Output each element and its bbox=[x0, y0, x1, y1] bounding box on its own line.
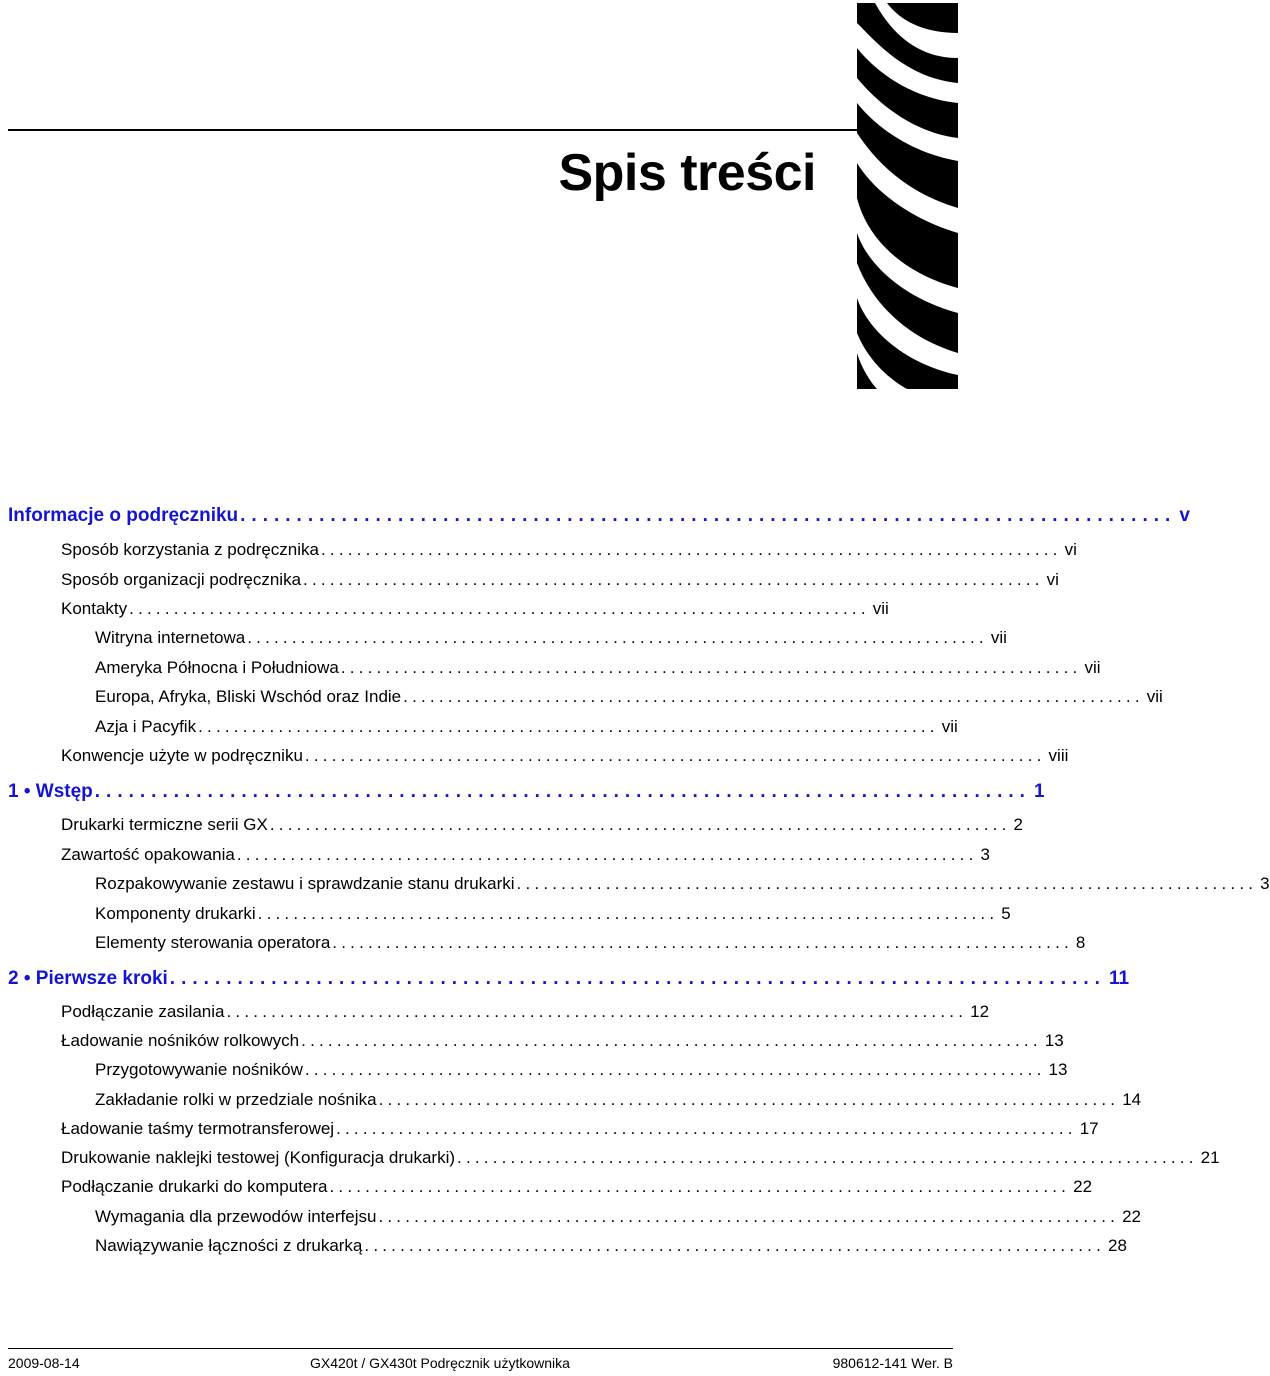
toc-dot-leader: ................................................................................... bbox=[378, 1090, 1120, 1109]
toc-entry[interactable] bbox=[0, 570, 1059, 598]
toc-entry-label: Nawiązywanie łączności z drukarką bbox=[95, 1236, 363, 1255]
toc-entry-label: Przygotowywanie nośników bbox=[95, 1060, 303, 1079]
zebra-stripes-logo bbox=[857, 3, 958, 389]
toc-entry[interactable] bbox=[0, 599, 960, 627]
toc-dot-leader: ................................................................................... bbox=[236, 845, 978, 864]
toc-entry[interactable] bbox=[0, 904, 1011, 932]
footer-rule bbox=[8, 1348, 953, 1349]
toc-dot-leader: ................................................................................... bbox=[257, 904, 999, 923]
toc-entry[interactable] bbox=[0, 1031, 1064, 1059]
toc-page-number: 22 bbox=[1122, 1207, 1141, 1226]
toc-page-number: vii bbox=[990, 628, 1007, 647]
toc-page-number: vii bbox=[872, 599, 889, 618]
toc-dot-leader: ................................................................................... bbox=[403, 687, 1144, 706]
toc-entry[interactable] bbox=[0, 746, 1069, 774]
toc-dot-leader: ................................................................................... bbox=[303, 570, 1044, 589]
toc-entry-label: Sposób organizacji podręcznika bbox=[61, 570, 302, 589]
toc-page-number: 2 bbox=[1013, 815, 1023, 834]
toc-entry-label: Elementy sterowania operatora bbox=[95, 933, 331, 952]
toc-page-number: 1 bbox=[1033, 781, 1045, 802]
toc-page-number: v bbox=[1179, 505, 1190, 526]
toc-dot-leader: ................................................................................... bbox=[320, 540, 1062, 559]
toc-page-number: 12 bbox=[970, 1002, 990, 1021]
toc-dot-leader: ................................................................................... bbox=[340, 658, 1082, 677]
toc-dot-leader: ................................................................................... bbox=[94, 781, 1031, 802]
toc-dot-leader: ................................................................................... bbox=[329, 1177, 1071, 1196]
page-title: Spis treści bbox=[558, 144, 816, 202]
toc-entry[interactable] bbox=[0, 845, 990, 873]
toc-dot-leader: ................................................................................... bbox=[332, 933, 1073, 952]
toc-entry[interactable] bbox=[0, 1060, 1068, 1088]
toc-page-number: 5 bbox=[1001, 904, 1011, 923]
toc-entry[interactable] bbox=[0, 1236, 1127, 1264]
toc-entry-label: Podłączanie zasilania bbox=[61, 1002, 225, 1021]
toc-dot-leader: ................................................................................... bbox=[516, 874, 1258, 893]
toc-entry-label: Witryna internetowa bbox=[95, 628, 246, 647]
toc-chapter-entry[interactable] bbox=[0, 968, 1130, 996]
toc-dot-leader: ................................................................................... bbox=[364, 1236, 1106, 1255]
toc-entry-label: Kontakty bbox=[61, 599, 128, 618]
toc-page-number: vii bbox=[941, 717, 958, 736]
toc-page-number: viii bbox=[1048, 746, 1069, 765]
header-rule bbox=[8, 129, 857, 131]
toc-entry-label: Sposób korzystania z podręcznika bbox=[61, 540, 319, 559]
toc-page-number: 3 bbox=[980, 845, 990, 864]
toc-entry[interactable] bbox=[0, 1177, 1093, 1205]
toc-entry[interactable] bbox=[0, 540, 1077, 568]
toc-entry-label: 1 • Wstęp bbox=[8, 781, 93, 802]
toc-dot-leader: ................................................................................... bbox=[198, 717, 939, 736]
toc-dot-leader: ................................................................................... bbox=[457, 1148, 1198, 1167]
toc-entry[interactable] bbox=[0, 628, 1007, 656]
toc-page-number: 11 bbox=[1108, 968, 1130, 989]
toc-page-number: 13 bbox=[1048, 1060, 1068, 1079]
footer-manual-title: GX420t / GX430t Podręcznik użytkownika bbox=[310, 1355, 570, 1371]
footer-doc-id: 980612-141 Wer. B bbox=[832, 1355, 953, 1371]
toc-entry[interactable] bbox=[0, 717, 960, 745]
toc-page-number: vii bbox=[1084, 658, 1101, 677]
toc-entry[interactable] bbox=[0, 1119, 1099, 1147]
toc-dot-leader: ................................................................................... bbox=[129, 599, 870, 618]
toc-page-number: 21 bbox=[1200, 1148, 1220, 1167]
toc-entry-label: Azja i Pacyfik bbox=[95, 717, 197, 736]
toc-dot-leader: ................................................................................... bbox=[240, 505, 1177, 526]
toc-entry-label: Ameryka Północna i Południowa bbox=[95, 658, 339, 677]
toc-entry[interactable] bbox=[0, 874, 1270, 902]
toc-page-number: vi bbox=[1046, 570, 1059, 589]
toc-dot-leader: ................................................................................... bbox=[269, 815, 1011, 834]
toc-dot-leader: ................................................................................... bbox=[304, 1060, 1046, 1079]
toc-page-number: 28 bbox=[1108, 1236, 1127, 1255]
toc-page-number: 22 bbox=[1073, 1177, 1093, 1196]
toc-entry-label: Konwencje użyte w podręczniku bbox=[61, 746, 303, 765]
toc-entry-label: Drukarki termiczne serii GX bbox=[61, 815, 268, 834]
toc-entry-label: Rozpakowywanie zestawu i sprawdzanie stanu drukarki bbox=[95, 874, 515, 893]
toc-page-number: 3 bbox=[1260, 874, 1270, 893]
toc-entry-label: Ładowanie taśmy termotransferowej bbox=[61, 1119, 335, 1138]
toc-page-number: 13 bbox=[1044, 1031, 1064, 1050]
toc-entry-label: Podłączanie drukarki do komputera bbox=[61, 1177, 328, 1196]
toc-entry-label: Drukowanie naklejki testowej (Konfiguracja drukarki) bbox=[61, 1148, 456, 1167]
toc-dot-leader: ................................................................................... bbox=[378, 1207, 1120, 1226]
toc-chapter-entry[interactable] bbox=[0, 505, 1190, 533]
toc-dot-leader: ................................................................................... bbox=[304, 746, 1046, 765]
toc-entry[interactable] bbox=[0, 1207, 1141, 1235]
toc-entry[interactable] bbox=[0, 658, 1101, 686]
footer-date: 2009-08-14 bbox=[8, 1355, 80, 1371]
toc-dot-leader: ................................................................................... bbox=[336, 1119, 1077, 1138]
toc-entry[interactable] bbox=[0, 1002, 990, 1030]
toc-entry[interactable] bbox=[0, 1148, 1220, 1176]
zebra-stripes-graphic bbox=[857, 3, 958, 389]
toc-dot-leader: ................................................................................... bbox=[247, 628, 988, 647]
toc-dot-leader: ................................................................................... bbox=[226, 1002, 968, 1021]
toc-page-number: 17 bbox=[1079, 1119, 1099, 1138]
toc-entry[interactable] bbox=[0, 687, 1163, 715]
toc-entry-label: Informacje o podręczniku bbox=[8, 505, 239, 526]
toc-entry-label: Ładowanie nośników rolkowych bbox=[61, 1031, 300, 1050]
toc-entry[interactable] bbox=[0, 1090, 1142, 1118]
toc-entry-label: Europa, Afryka, Bliski Wschód oraz Indie bbox=[95, 687, 402, 706]
toc-entry-label: 2 • Pierwsze kroki bbox=[8, 968, 168, 989]
toc-dot-leader: ................................................................................... bbox=[169, 968, 1106, 989]
toc-page-number: vi bbox=[1064, 540, 1077, 559]
toc-entry[interactable] bbox=[0, 933, 1086, 961]
toc-page-number: vii bbox=[1146, 687, 1163, 706]
toc-dot-leader: ................................................................................... bbox=[301, 1031, 1042, 1050]
toc-entry-label: Zakładanie rolki w przedziale nośnika bbox=[95, 1090, 377, 1109]
toc-page-number: 8 bbox=[1075, 933, 1086, 952]
toc-entry-label: Komponenty drukarki bbox=[95, 904, 256, 923]
toc-page-number: 14 bbox=[1122, 1090, 1142, 1109]
toc-entry-label: Wymagania dla przewodów interfejsu bbox=[95, 1207, 377, 1226]
toc-entry-label: Zawartość opakowania bbox=[61, 845, 235, 864]
page-footer bbox=[8, 1355, 953, 1373]
toc-chapter-entry[interactable] bbox=[0, 781, 1045, 809]
toc-entry[interactable] bbox=[0, 815, 1023, 843]
